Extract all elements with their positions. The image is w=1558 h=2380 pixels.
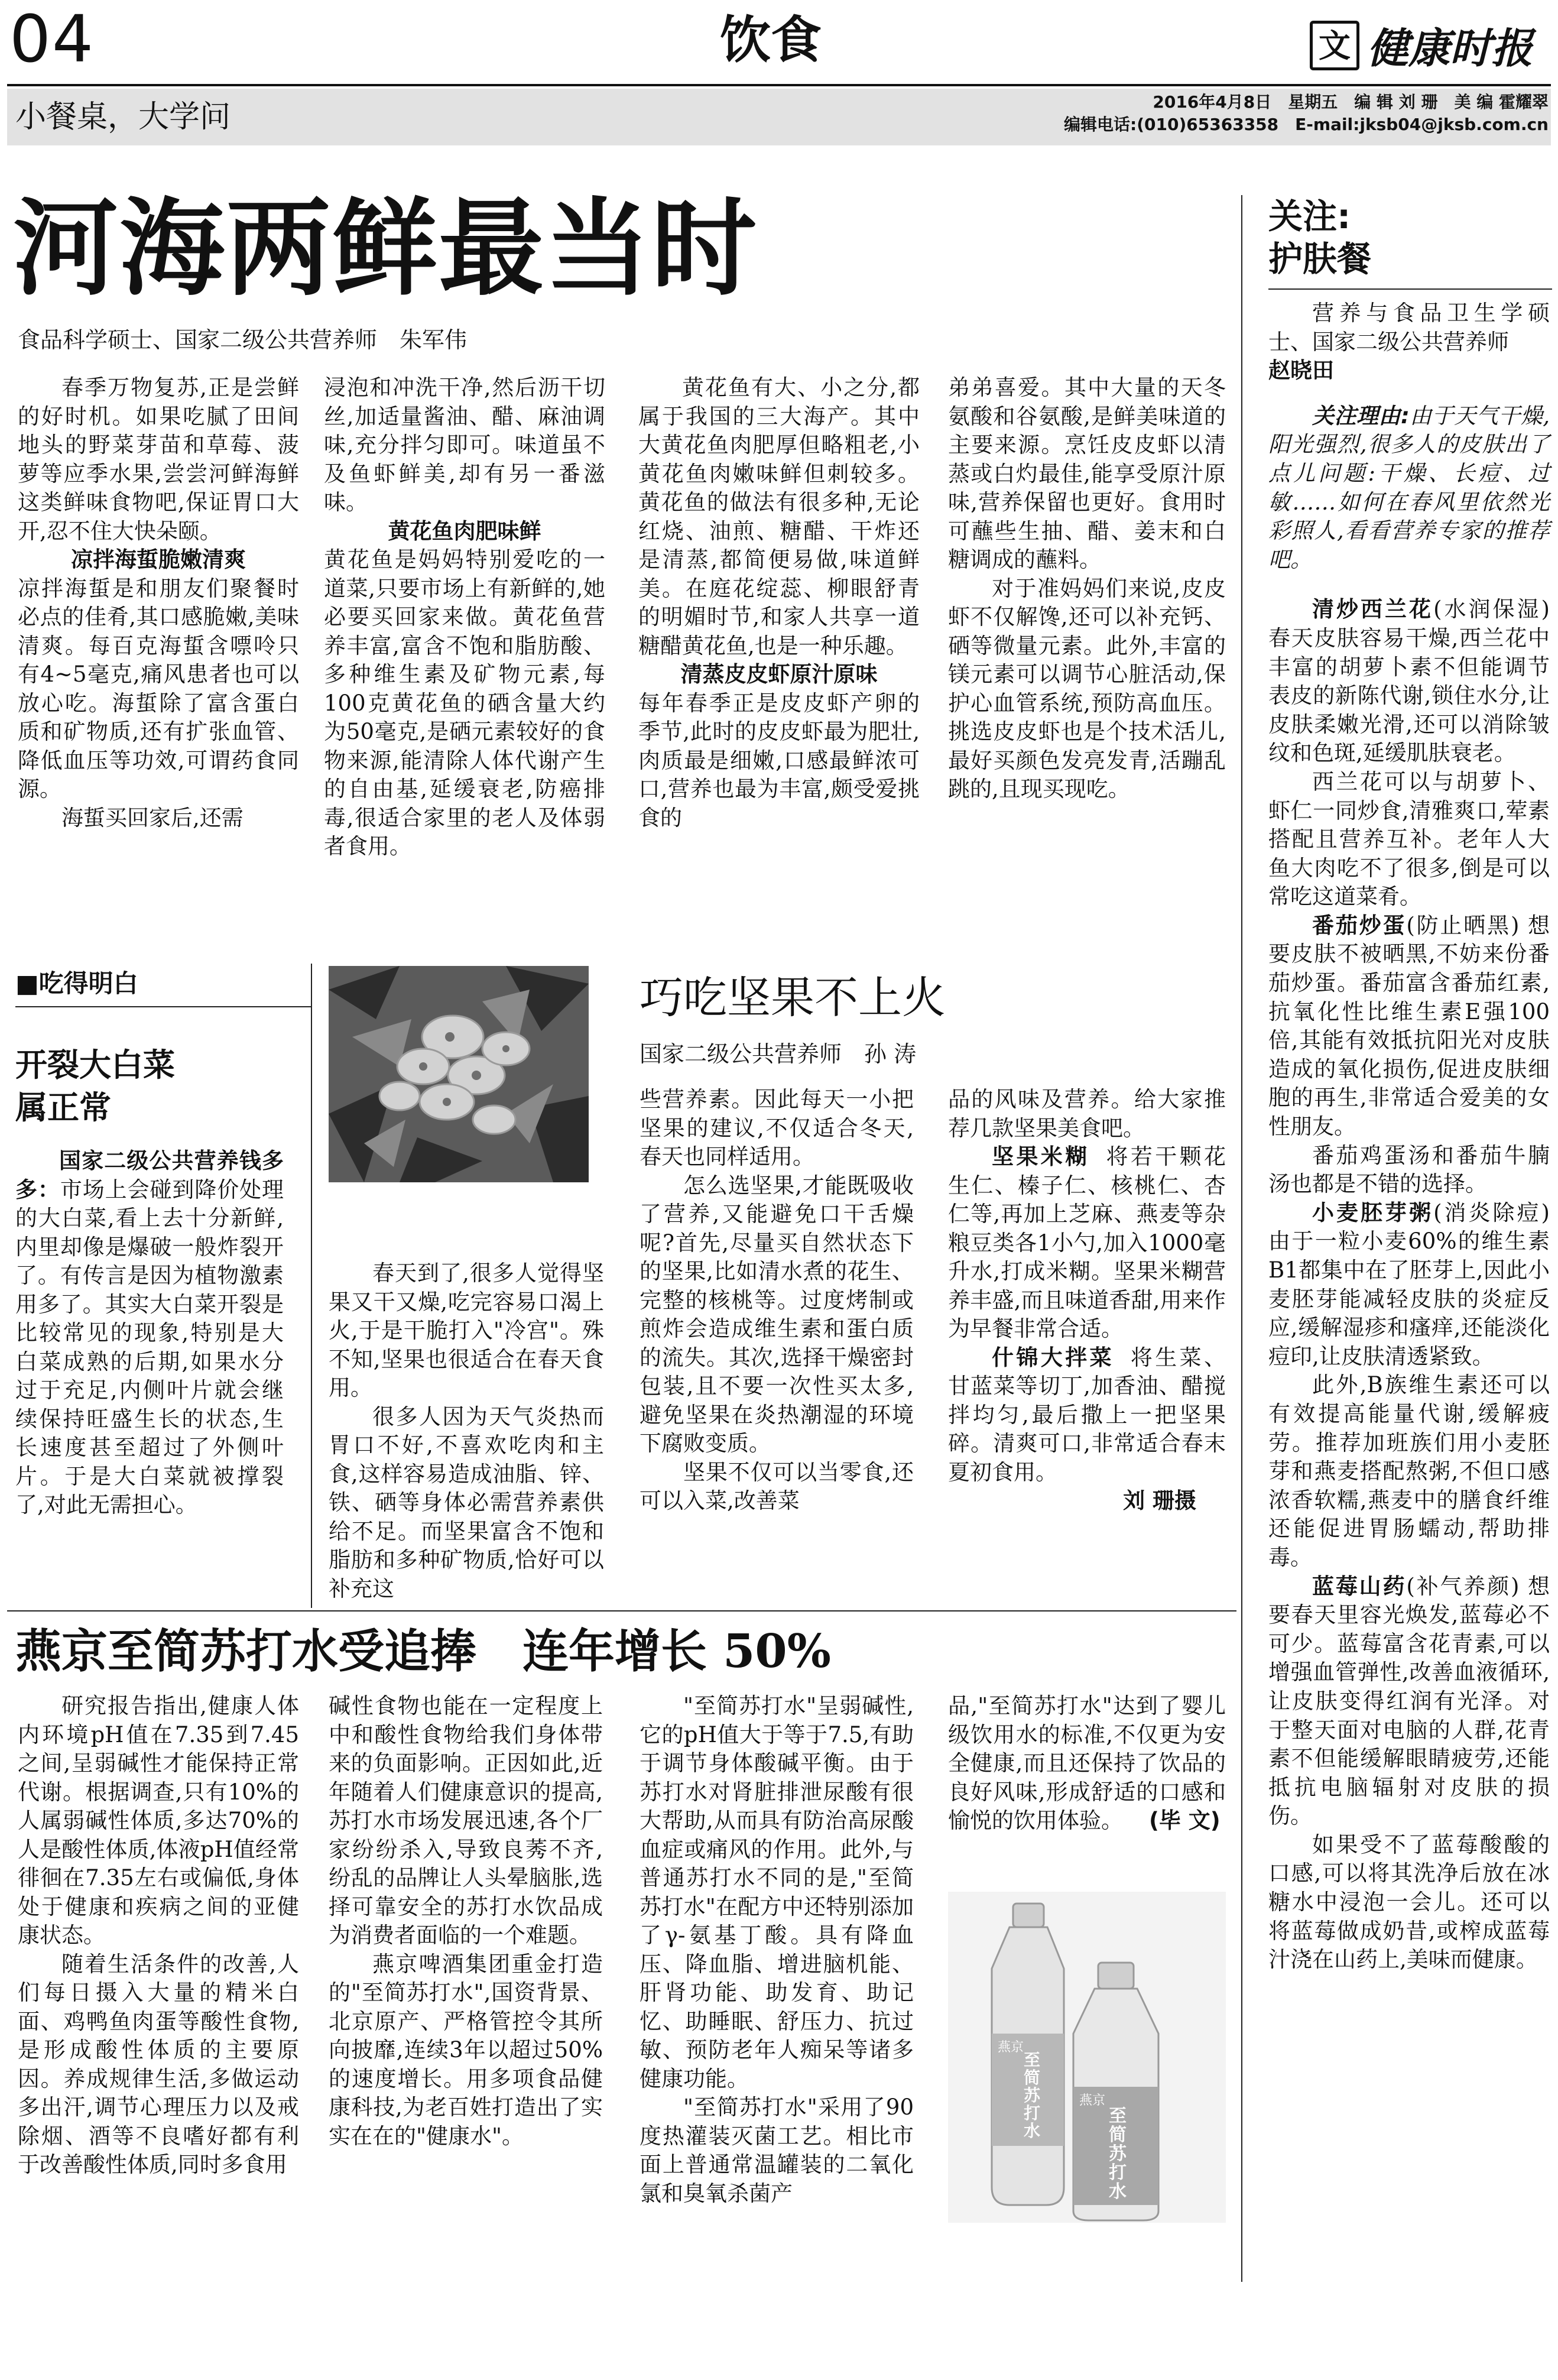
soda-top-rule xyxy=(7,1610,1236,1611)
soda-paragraph: "至简苏打水"采用了90度热灌装灭菌工艺。相比市面上普通常温罐装的二氧化氯和臭氧杀菌产 xyxy=(640,2094,914,2206)
soda-paragraph: 随着生活条件的改善,人们每日摄入大量的精米白面、鸡鸭鱼肉蛋等酸性食物,是形成酸性体质的主要原因。养成规律生活,多做运动多出汗,调节心理压力以及戒除烟、酒等不良嗜好都有利于改善酸性体质,同时多食用 xyxy=(18,1951,299,2177)
cabbage-byline: 国家二级公共营养钱多多 xyxy=(15,1148,284,1202)
lead-paragraph: 浸泡和冲洗干净,然后沥干切丝,加适量酱油、醋、麻油调味,充分拌匀即可。味道虽不及鱼虾鲜美,却有另一番滋味。 xyxy=(324,375,605,515)
soda-paragraph: 碱性食物也能在一定程度上中和酸性食物给我们身体带来的负面影响。正因如此,近年随着人们健康意识的提高,苏打水市场发展迅速,各个厂家纷纷杀入,导致良莠不齐,纷乱的品牌让人头晕脑胀,选择可靠安全的苏打水饮品成为消费者面临的一个难题。 xyxy=(329,1693,603,1948)
date-line: 2016年4月8日 星期五 编 辑 刘 珊 美 编 霍耀翠 xyxy=(1153,92,1549,112)
walnut-salad-photo xyxy=(329,966,589,1182)
soda-bottles-photo xyxy=(948,1892,1226,2223)
nuts-paragraph: 品的风味及营养。给大家推荐几款坚果美食吧。 xyxy=(948,1087,1226,1141)
sidebar-item-paragraph: 此外,B族维生素还可以有效提高能量代谢,缓解疲劳。推荐加班族们用小麦胚芽和燕麦搭配熬粥,不但口感浓香软糯,燕麦中的膳食纤维还能促进胃肠蠕动,帮助排毒。 xyxy=(1268,1372,1550,1570)
column-name: 小餐桌，大学问 xyxy=(15,99,231,135)
cabbage-paragraph: 国家二级公共营养钱多多：市场上会碰到降价处理的大白菜,看上去十分新鲜,内里却像是爆破一般炸裂开了。有传言是因为植物激素用多了。其实大白菜开裂是比较常见的现象,特别是大白菜成熟的后期,如果水分过于充足,内侧叶片就会继续保持旺盛生长的状态,生长速度甚至超过了外侧叶片。于是大白菜就被撑裂了,对此无需担心。 xyxy=(15,1148,284,1518)
lead-subheading: 黄花鱼肉肥味鲜 xyxy=(388,518,541,544)
sidebar-title: 护肤餐 xyxy=(1268,239,1372,279)
sidebar-divider xyxy=(1241,195,1242,2282)
lead-byline: 食品科学硕士、国家二级公共营养师 朱军伟 xyxy=(18,327,468,353)
soda-headline: 燕京至简苏打水受追捧 连年增长 50% xyxy=(15,1625,831,1678)
cabbage-headline-line-2: 属正常 xyxy=(15,1089,111,1126)
paper-name: 健康时报 xyxy=(1367,24,1533,73)
nuts-paragraph: 春天到了,很多人觉得坚果又干又燥,吃完容易口渴上火,于是干脆打入"冷宫"。殊不知,坚果也很适合在春天食用。 xyxy=(329,1260,604,1400)
masthead-rule xyxy=(7,84,1551,86)
lead-headline: 河海两鲜最当时 xyxy=(13,186,758,310)
nuts-column-3 xyxy=(948,1085,1226,1516)
bottle-brand-back: 燕京 xyxy=(998,2040,1024,2055)
sidebar-kicker: 关注: xyxy=(1268,196,1351,236)
bottle-label-front: 至简苏打水 xyxy=(1109,2106,1127,2202)
bottle-brand-front: 燕京 xyxy=(1079,2093,1106,2108)
cabbage-kicker-rule xyxy=(15,1006,311,1007)
nuts-paragraph: 什锦大拌菜 将生菜、甘蓝菜等切丁,加香油、醋搅拌均匀,最后撒上一把坚果碎。清爽可口,非常适合春末夏初食用。 xyxy=(948,1344,1226,1485)
nuts-byline: 国家二级公共营养师 孙 涛 xyxy=(640,1041,917,1067)
soda-paragraph: "至简苏打水"呈弱碱性,它的pH值大于等于7.5,有助于调节身体酸碱平衡。由于苏打水对肾脏排泄尿酸有很大帮助,从而具有防治高尿酸血症或痛风的作用。此外,与普通苏打水不同的是,"至简苏打水"在配方中还特别添加了γ-氨基丁酸。具有降血压、降血脂、增进脑机能、肝肾功能、助发育、助记忆、助睡眠、舒压力、抗过敏、预防老年人痴呆等诸多健康功能。 xyxy=(640,1693,914,2092)
sidebar-item-paragraph: 小麦胚芽粥(消炎除痘) 由于一粒小麦60%的维生素B1都集中在了胚芽上,因此小麦胚芽能减轻皮肤的炎症反应,缓解湿疹和瘙痒,还能淡化痘印,让皮肤清透紧致。 xyxy=(1268,1199,1550,1369)
nuts-subheading: 什锦大拌菜 xyxy=(992,1344,1114,1370)
nuts-paragraph: 些营养素。因此每天一小把坚果的建议,不仅适合冬天,春天也同样适用。 xyxy=(640,1087,914,1169)
sidebar-item-paragraph: 如果受不了蓝莓酸酸的口感,可以将其洗净后放在冰糖水中浸泡一会儿。还可以将蓝莓做成奶昔,或榨成蓝莓汁浇在山药上,美味而健康。 xyxy=(1268,1831,1550,1973)
section-title: 饮食 xyxy=(720,11,822,70)
nuts-photo-credit: 刘 珊摄 xyxy=(1123,1488,1196,1513)
sidebar-item-paragraph: 番茄炒蛋(防止晒黑) 想要皮肤不被晒黑,不妨来份番茄炒蛋。番茄富含番茄红素,抗氧化性比维生素E强100倍,其能有效抵抗阳光对皮肤造成的氧化损伤,促进皮肤细胞的再生,非常适合爱美的女性朋友。 xyxy=(1268,912,1550,1140)
sidebar-reason-label: 关注理由: xyxy=(1312,403,1410,429)
cabbage-divider xyxy=(311,964,312,1608)
soda-paragraph: 品,"至简苏打水"达到了婴儿级饮用水的标准,不仅更为安全健康,而且还保持了饮品的良好风味,形成舒适的口感和愉悦的饮用体验。 (毕 文) xyxy=(948,1693,1226,1833)
lead-column-1 xyxy=(18,374,299,832)
lead-paragraph: 凉拌海蜇是和朋友们聚餐时必点的佳肴,其口感脆嫩,美味清爽。每百克海蜇含嘌呤只有4~5毫克,痛风患者也可以放心吃。海蜇除了富含蛋白质和矿物质,还有扩张血管、降低血压等功效,可谓药食同源。 xyxy=(18,575,299,802)
nuts-paragraph: 怎么选坚果,才能既吸收了营养,又能避免口干舌燥呢?首先,尽量买自然状态下的坚果,比如清水煮的花生、完整的核桃等。过度烤制或煎炸会造成维生素和蛋白质的流失。其次,选择干燥密封包装,且不要一次性买太多,避免坚果在炎热潮湿的环境下腐败变质。 xyxy=(640,1172,914,1456)
cabbage-kicker: ■吃得明白 xyxy=(15,969,138,998)
soda-column-4 xyxy=(948,1692,1226,1836)
nuts-paragraph: 坚果不仅可以当零食,还可以入菜,改善菜 xyxy=(640,1459,914,1513)
bottle-label-back: 至简苏打水 xyxy=(1024,2050,1041,2141)
sidebar-item-paragraph: 番茄鸡蛋汤和番茄牛腩汤也都是不错的选择。 xyxy=(1268,1142,1550,1197)
nuts-paragraph: 坚果米糊 将若干颗花生仁、榛子仁、核桃仁、杏仁等,再加上芝麻、燕麦等杂粮豆类各1小勺,加入1000毫升水,打成米糊。坚果米糊营养丰盛,而且味道香甜,用来作为早餐非常合适。 xyxy=(948,1144,1226,1341)
soda-credit: (毕 文) xyxy=(1149,1808,1221,1833)
sidebar-byline: 营养与食品卫生学硕士、国家二级公共营养师 xyxy=(1268,300,1550,355)
lead-paragraph: 黄花鱼有大、小之分,都属于我国的三大海产。其中大黄花鱼肉肥厚但略粗老,小黄花鱼肉嫩味鲜但刺较多。黄花鱼的做法有很多种,无论红烧、油煎、糖醋、干炸还是清蒸,都简便易做,味道鲜美。在庭花绽蕊、柳眼舒青的明媚时节,和家人共享一道糖醋黄花鱼,也是一种乐趣。 xyxy=(638,375,920,659)
page-number: 04 xyxy=(9,1,95,77)
paper-logo-mark: 文 xyxy=(1310,21,1359,70)
soda-paragraph: 燕京啤酒集团重金打造的"至简苏打水",国资背景、北京原产、严格管控令其所向披靡,连续3年以超过50%的速度增长。用多项食品健康科技,为老百姓打造出了实实在在的"健康水"。 xyxy=(329,1951,603,2149)
lead-paragraph: 弟弟喜爱。其中大量的天冬氨酸和谷氨酸,是鲜美味道的主要来源。烹饪皮皮虾以清蒸或白灼最佳,能享受原汁原味,营养保留也更好。食用时可蘸些生抽、醋、姜末和白糖调成的蘸料。 xyxy=(948,375,1226,572)
sidebar-title-rule xyxy=(1268,288,1552,290)
sidebar-reason: 关注理由:由于天气干燥,阳光强烈,很多人的皮肤出了点儿问题:干燥、长痘、过敏……如何在春风里依然光彩照人,看看营养专家的推荐吧。 xyxy=(1268,403,1550,572)
nuts-column-1 xyxy=(329,1259,604,1603)
sidebar-item-paragraph: 清炒西兰花(水润保湿) 春天皮肤容易干燥,西兰花中丰富的胡萝卜素不但能调节表皮的新陈代谢,锁住水分,让皮肤柔嫩光滑,还可以消除皱纹和色斑,延缓肌肤衰老。 xyxy=(1268,596,1550,766)
lead-column-4 xyxy=(948,374,1226,804)
nuts-headline: 巧吃坚果不上火 xyxy=(640,972,946,1023)
lead-column-3 xyxy=(638,374,920,832)
nuts-paragraph: 很多人因为天气炎热而胃口不好,不喜欢吃肉和主食,这样容易造成油脂、锌、铁、硒等身体必需营养素供给不足。而坚果富含不饱和脂肪和多种矿物质,恰好可以补充这 xyxy=(329,1403,604,1601)
lead-paragraph: 黄花鱼是妈妈特别爱吃的一道菜,只要市场上有新鲜的,她必要买回家来做。黄花鱼营养丰富,富含不饱和脂肪酸、多种维生素及矿物元素,每100克黄花鱼的硒含量大约为50毫克,是硒元素较好的食物来源,能清除人体代谢产生的自由基,延缓衰老,防癌排毒,很适合家里的老人及体弱者食用。 xyxy=(324,547,605,859)
lead-subheading: 凉拌海蜇脆嫩清爽 xyxy=(71,547,246,572)
contact-line: 编辑电话:(010)65363358 E-mail:jksb04@jksb.com.cn xyxy=(1064,115,1549,134)
nuts-subheading: 坚果米糊 xyxy=(992,1144,1090,1169)
paper-logo xyxy=(1310,15,1533,73)
soda-column-3 xyxy=(640,1692,914,2208)
sidebar-item-paragraph: 西兰花可以与胡萝卜、虾仁一同炒食,清雅爽口,荤素搭配且营养互补。老年人大鱼大肉吃不了很多,倒是可以常吃这道菜肴。 xyxy=(1268,769,1550,910)
cabbage-headline xyxy=(15,1044,175,1129)
lead-paragraph: 春季万物复苏,正是尝鲜的好时机。如果吃腻了田间地头的野菜芽苗和草莓、菠萝等应季水果,尝尝河鲜海鲜这类鲜味食物吧,保证胃口大开,忍不住大快朵颐。 xyxy=(18,375,299,544)
cabbage-body xyxy=(15,1147,284,1520)
lead-paragraph: 每年春季正是皮皮虾产卵的季节,此时的皮皮虾最为肥壮,肉质最是细嫩,口感最鲜浓可口,营养也最为丰富,颇受爱挑食的 xyxy=(638,690,920,831)
lead-paragraph: 海蜇买回家后,还需 xyxy=(61,805,244,831)
soda-paragraph: 研究报告指出,健康人体内环境pH值在7.35到7.45之间,呈弱碱性才能保持正常代谢。根据调查,只有10%的人属弱碱性体质,多达70%的人是酸性体质,体液pH值经常徘徊在7.35左右或偏低,身体处于健康和疾病之间的亚健康状态。 xyxy=(18,1693,299,1948)
nuts-column-2 xyxy=(640,1085,914,1516)
lead-column-2 xyxy=(324,374,605,861)
soda-column-2 xyxy=(329,1692,603,2151)
sidebar-byline-name: 赵晓田 xyxy=(1268,358,1334,384)
sidebar-body xyxy=(1268,299,1550,1974)
lead-subheading: 清蒸皮皮虾原汁原味 xyxy=(680,662,878,687)
sidebar-item-paragraph: 蓝莓山药(补气养颜) 想要春天里容光焕发,蓝莓必不可少。蓝莓富含花青素,可以增强血管弹性,改善血液循环,让皮肤变得红润有光泽。对于整天面对电脑的人群,花青素不但能缓解眼睛疲劳,还能抵抗电脑辐射对皮肤的损伤。 xyxy=(1268,1573,1550,1829)
soda-column-1 xyxy=(18,1692,299,2180)
cabbage-headline-line-1: 开裂大白菜 xyxy=(15,1046,175,1084)
lead-paragraph: 对于准妈妈们来说,皮皮虾不仅解馋,还可以补充钙、硒等微量元素。此外,丰富的镁元素可以调节心脏活动,保护心血管系统,预防高血压。挑选皮皮虾也是个技术活儿,最好买颜色发亮发青,活蹦乱跳的,且现买现吃。 xyxy=(948,575,1226,802)
